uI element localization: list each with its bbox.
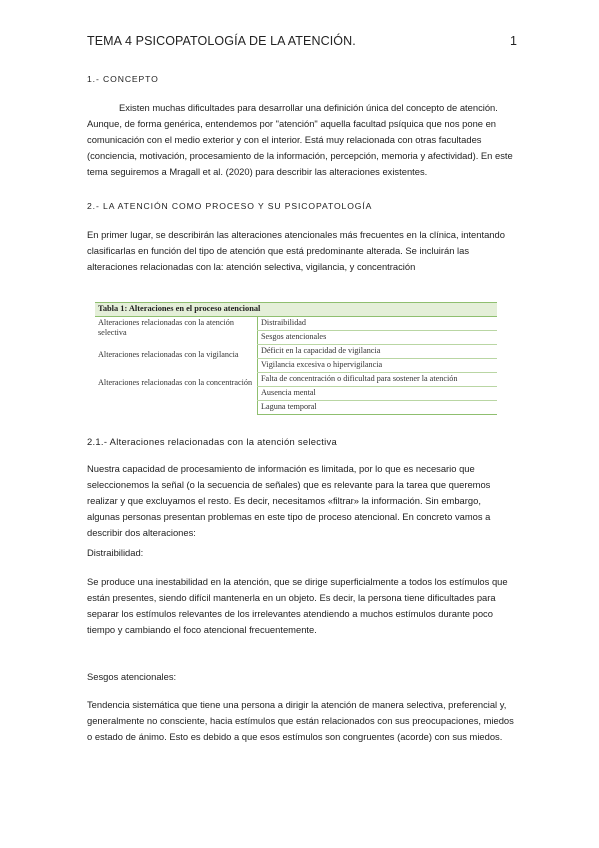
section-2-1-heading: 2.1.- Alteraciones relacionadas con la atención selectiva xyxy=(87,436,338,447)
sesgos-heading: Sesgos atencionales: xyxy=(87,671,177,682)
intro-text: En primer lugar, se describirán las alteraciones atencionales más frecuentes en la clínica, intentando clasificarlas en función del tipo de atención que está predominante alterada. Se incluirán las alteraciones relacionadas con la: atención selectiva, vigilancia, y concentración xyxy=(87,229,505,272)
sesgos-paragraph xyxy=(87,697,515,745)
alterations-table xyxy=(95,302,497,415)
distraibilidad-heading: Distraibilidad: xyxy=(87,547,144,558)
distraibilidad-text: Se produce una inestabilidad en la atención, que se dirige superficialmente a todos los estímulos que están presentes, siendo difícil mantenerla en un objeto. Es decir, la persona tiene dificultades para separar los estímulos relevantes de los irrelevantes atendiendo a muchos estímulos durante poco tiempo y cambiando el foco atencional frecuentemente. xyxy=(87,576,508,635)
section-2-paragraph xyxy=(87,227,515,275)
section-2-1-paragraph xyxy=(87,461,515,541)
table-item: Laguna temporal xyxy=(258,401,498,415)
table-category: Alteraciones relacionadas con la concentración xyxy=(98,377,253,387)
section-2-heading: 2.- LA ATENCIÓN COMO PROCESO Y SU PSICOPATOLOGÍA xyxy=(87,201,373,211)
selective-attention-text: Nuestra capacidad de procesamiento de información es limitada, por lo que es necesario que seleccionemos la señal (o la secuencia de señales) que es relevante para la tarea que queremos realizar y que excluyamos el resto. Es decir, necesitamos «filtrar» la información. Sin embargo, algunas personas presentan problemas en este tipo de proceso atencional. En concreto vamos a describir dos alteraciones: xyxy=(87,463,491,538)
page-number: 1 xyxy=(509,34,517,48)
distraibilidad-paragraph xyxy=(87,574,515,638)
table-item: Distraibilidad xyxy=(258,317,498,331)
table-title: Tabla 1: Alteraciones en el proceso atencional xyxy=(95,303,497,317)
table-category: Alteraciones relacionadas con la vigilancia xyxy=(98,349,239,359)
table-item: Falta de concentración o dificultad para sostener la atención xyxy=(258,373,498,387)
section-1-heading: 1.- CONCEPTO xyxy=(87,74,159,84)
table-item: Ausencia mental xyxy=(258,387,498,401)
section-1-paragraph xyxy=(87,100,515,180)
document-title: TEMA 4 PSICOPATOLOGÍA DE LA ATENCIÓN. xyxy=(87,34,356,48)
table-item: Vigilancia excesiva o hipervigilancia xyxy=(258,359,498,373)
table-category: Alteraciones relacionadas con la atención selectiva xyxy=(98,318,234,337)
page-header xyxy=(87,34,517,48)
table-item: Déficit en la capacidad de vigilancia xyxy=(258,345,498,359)
concept-text: Existen muchas dificultades para desarrollar una definición única del concepto de atención. Aunque, de forma genérica, entendemos por "atención" aquella facultad psíquica que nos pone en comunicación con el medio exterior y con el interior. Está muy relacionada con otras facultades (conciencia, motivación, procesamiento de la información, percepción, memoria y afectividad). En este tema seguiremos a Mragall et al. (2020) para describir las alteraciones existentes. xyxy=(87,102,513,177)
table-item: Sesgos atencionales xyxy=(258,331,498,345)
sesgos-text: Tendencia sistemática que tiene una persona a dirigir la atención de manera selectiva, preferencial y, generalmente no consciente, hacia estímulos que están relacionados con sus preocupaciones, miedos o estado de ánimo. Esto es debido a que esos estímulos son congruentes (acorde) con sus miedos. xyxy=(87,699,514,742)
